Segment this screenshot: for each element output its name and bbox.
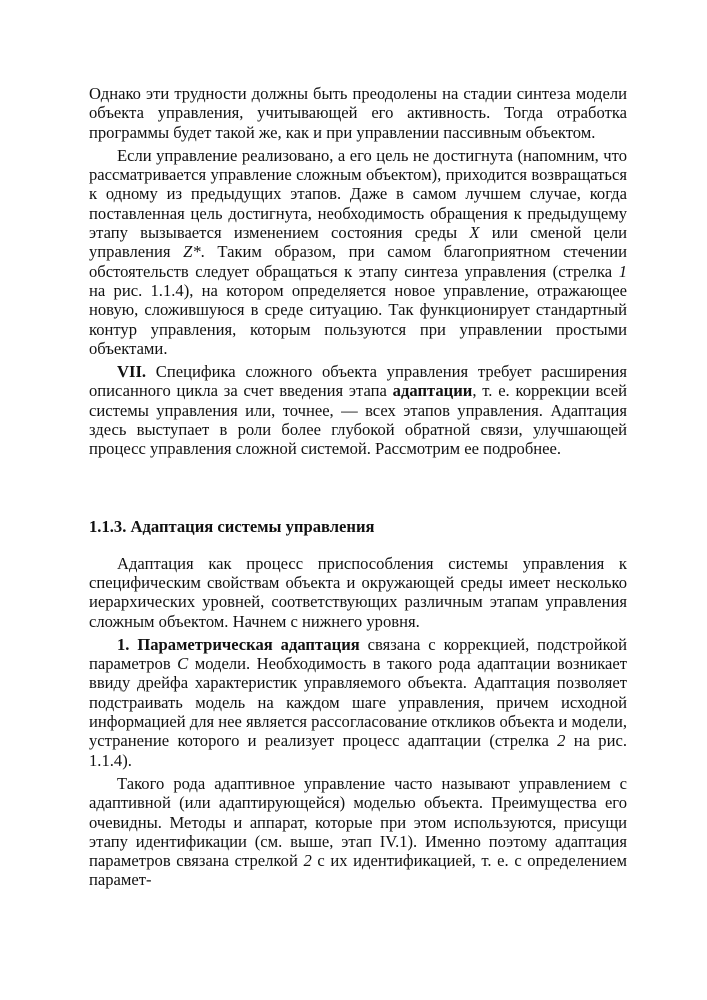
paragraph-6-part-a: Такого рода адаптивное управление часто называют управлением с адаптивной (или адаптирующейся) моделью объекта. Преимущества его очевидны. Методы и аппарат, которые при этом используются, присущи этапу идентификации (см. выше, этап IV.1). Именно поэтому адаптация параметров связана стрелкой — [89, 773, 627, 871]
paragraph-3 — [89, 362, 627, 458]
paragraph-3-part-a: Специфика сложного объекта управления требует расширения описанного цикла за счет введения этапа — [89, 362, 627, 401]
paragraph-2-part-d: на рис. 1.1.4), на котором определяется новое управление, отражающее новую, сложившуюся в среде ситуацию. Так функционирует стандартный контур управления, которым пользуются при управлении простыми объектами. — [89, 280, 627, 358]
stage-number: VII. — [117, 362, 147, 382]
bold-term-adaptation: адаптации — [392, 381, 473, 401]
section-heading: 1.1.3. Адаптация системы управления — [89, 516, 375, 536]
bold-lead-parametric-adaptation: 1. Параметрическая адаптация — [117, 634, 360, 654]
paragraph-5-part-b: модели. Необходимость в такого рода адаптации возникает ввиду дрейфа характеристик управляемого объекта. Адаптация позволяет подстраивать модель на каждом шаге управления, причем исходной информацией для нее является рассогласование откликов объекта и модели, устранение которого и реализует процесс адаптации (стрелка — [89, 654, 627, 751]
document-page — [89, 84, 627, 894]
paragraph-2-part-c: . Таким образом, при самом благоприятном стечении обстоятельств следует обращаться к этапу синтеза управления (стрелка — [89, 242, 627, 281]
variable-c: С — [177, 654, 189, 674]
paragraph-4: Адаптация как процесс приспособления системы управления к специфическим свойствам объекта и окружающей среды имеет несколько иерархических уровней, соответствующих различным этапам управления сложным объектом. Начнем с нижнего уровня. — [89, 553, 627, 631]
paragraph-5-part-c: на рис. 1.1.4). — [89, 731, 628, 770]
paragraph-6 — [89, 774, 627, 890]
paragraph-5 — [89, 635, 627, 770]
arrow-number: 1 — [618, 261, 627, 281]
paragraph-5-part-a: связана с коррекцией, подстройкой параметров — [89, 634, 627, 674]
paragraph-2-part-b: или сменой цели управления — [89, 223, 627, 262]
arrow-number: 2 — [557, 731, 566, 751]
paragraph-3-part-b: , т. е. коррекции всей системы управления или, точнее, — всех этапов управления. Адаптация здесь выступает в роли более глубокой обратной связи, улучшающей процесс управления сложной системой. Рассмотрим ее подробнее. — [89, 381, 627, 459]
paragraph-2 — [89, 146, 627, 358]
variable-z-star: Z* — [183, 242, 201, 262]
paragraph-1: Однако эти трудности должны быть преодолены на стадии синтеза модели объекта управления, учитывающей его активность. Тогда отработка программы будет такой же, как и при управлении пассивным объектом. — [89, 84, 627, 142]
variable-x: X — [469, 223, 480, 243]
paragraph-6-part-b: с их идентификацией, т. е. с определением парамет- — [89, 851, 627, 890]
arrow-number: 2 — [303, 851, 312, 871]
paragraph-2-part-a: Если управление реализовано, а его цель не достигнута (напомним, что рассматривается управление сложным объектом), приходится возвращаться к одному из предыдущих этапов. Даже в самом лучшем случае, когда поставленная цель достигнута, необходимость обращения к предыдущему этапу вызывается изменением состояния среды — [89, 145, 627, 243]
